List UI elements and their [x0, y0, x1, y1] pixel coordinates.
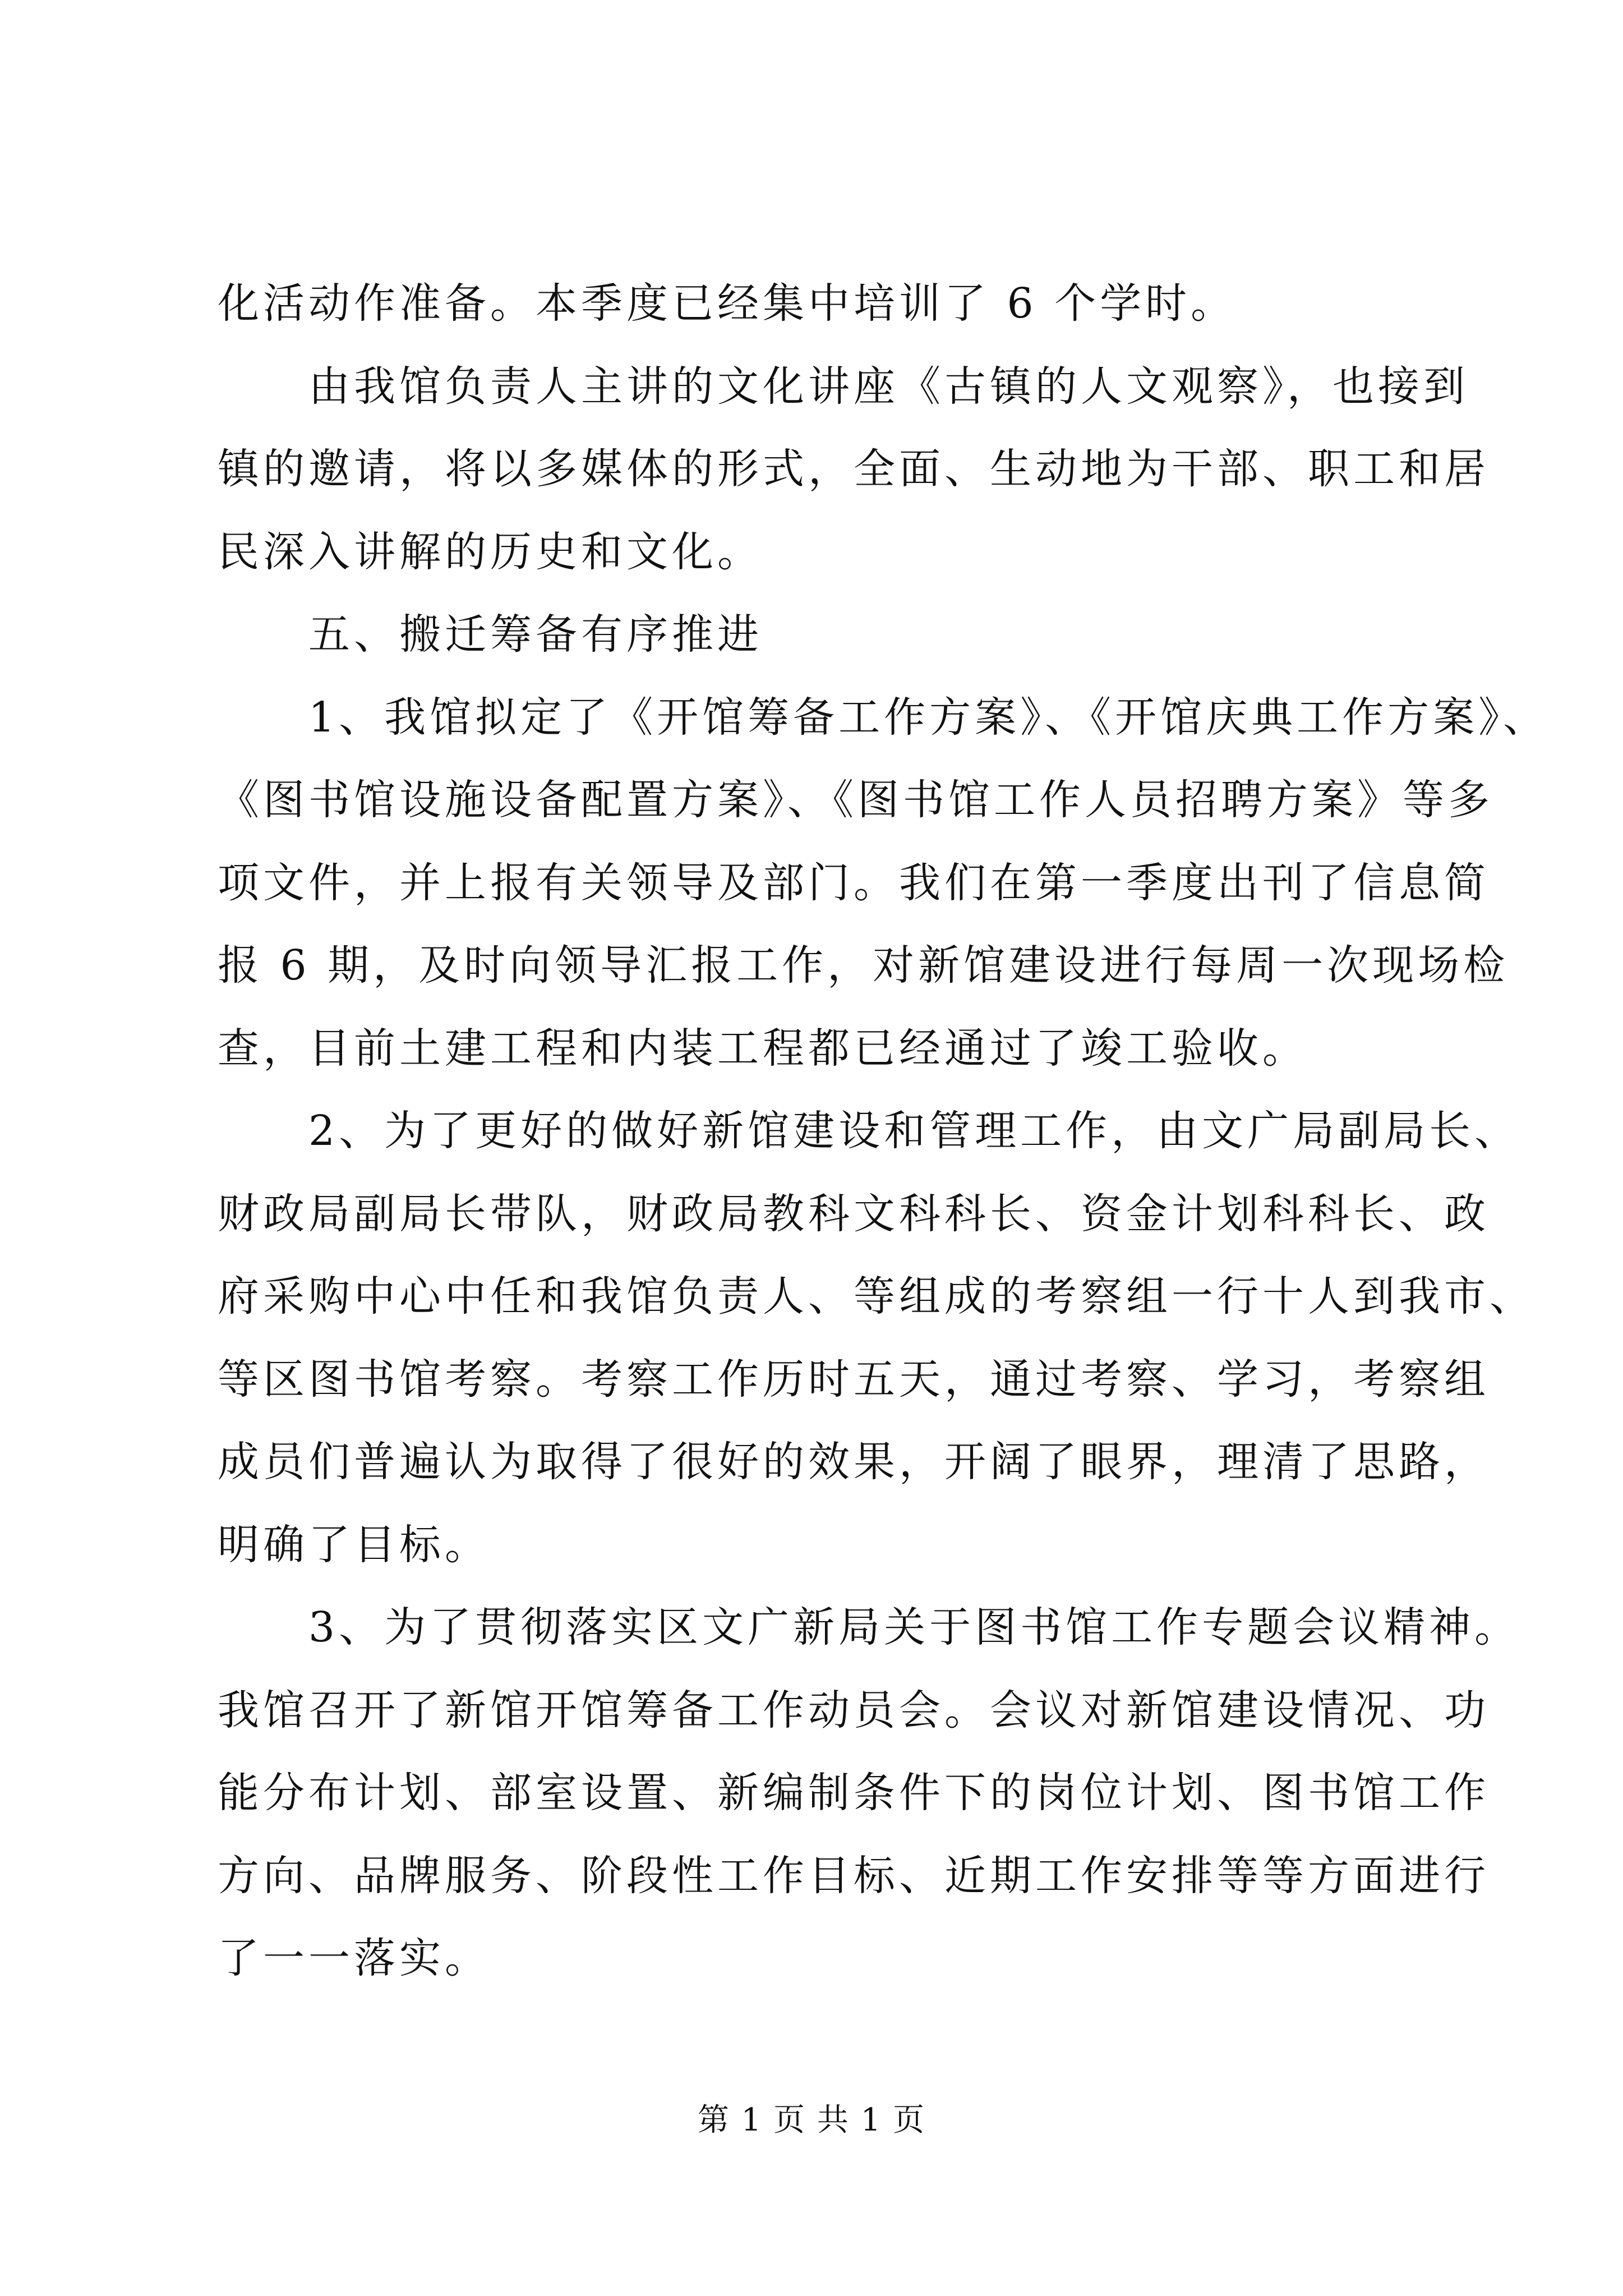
- text-line: 能分布计划、部室设置、新编制条件下的岗位计划、图书馆工作: [218, 1769, 1490, 1817]
- document-body: [218, 263, 1549, 2000]
- text-line: 我馆召开了新馆开馆筹备工作动员会。会议对新馆建设情况、功: [218, 1686, 1490, 1734]
- text-line: 1、我馆拟定了《开馆筹备工作方案》、《开馆庆典工作方案》、: [308, 693, 1549, 742]
- text-line: 府采购中心中任和我馆负责人、等组成的考察组一行十人到我市、: [218, 1272, 1535, 1320]
- text-line: 了一一落实。: [218, 1934, 490, 1982]
- text-line: 3、为了贯彻落实区文广新局关于图书馆工作专题会议精神。: [308, 1603, 1520, 1651]
- text-line: 财政局副局长带队，财政局教科文科科长、资金计划科科长、政: [218, 1189, 1490, 1238]
- text-line: 等区图书馆考察。考察工作历时五天，通过考察、学习，考察组: [218, 1355, 1490, 1404]
- text-line: 成员们普遍认为取得了很好的效果，开阔了眼界，理清了思路，: [218, 1438, 1490, 1486]
- text-line: 《图书馆设施设备配置方案》、《图书馆工作人员招聘方案》等多: [218, 776, 1493, 824]
- paragraph-4: [218, 677, 1549, 1091]
- page-number-footer: 第 1 页 共 1 页: [697, 2102, 926, 2138]
- text-line: 2、为了更好的做好新馆建设和管理工作，由文广局副局长、: [308, 1107, 1520, 1155]
- text-line: 项文件，并上报有关领导及部门。我们在第一季度出刊了信息简: [218, 858, 1490, 907]
- text-line: 镇的邀请，将以多媒体的形式，全面、生动地为干部、职工和居: [218, 445, 1490, 493]
- paragraph-6: [218, 1586, 1520, 2000]
- text-line: 报 6 期，及时向领导汇报工作，对新馆建设进行每周一次现场检: [218, 941, 1509, 990]
- text-line: 明确了目标。: [218, 1520, 490, 1569]
- paragraph-5: [218, 1090, 1535, 1586]
- text-line: 民深入讲解的历史和文化。: [218, 527, 763, 576]
- section-heading-text: 五、搬迁筹备有序推进: [308, 610, 763, 659]
- text-line: 由我馆负责人主讲的文化讲座《古镇的人文观察》，也接到: [308, 362, 1469, 411]
- text-line: 化活动作准备。本季度已经集中培训了 6 个学时。: [218, 279, 1237, 328]
- text-line: 方向、品牌服务、阶段性工作目标、近期工作安排等等方面进行: [218, 1851, 1490, 1900]
- section-heading: [218, 593, 1457, 677]
- text-line: 查，目前土建工程和内装工程都已经通过了竣工验收。: [218, 1024, 1308, 1073]
- paragraph-1: [218, 263, 1457, 346]
- paragraph-2: [218, 346, 1490, 594]
